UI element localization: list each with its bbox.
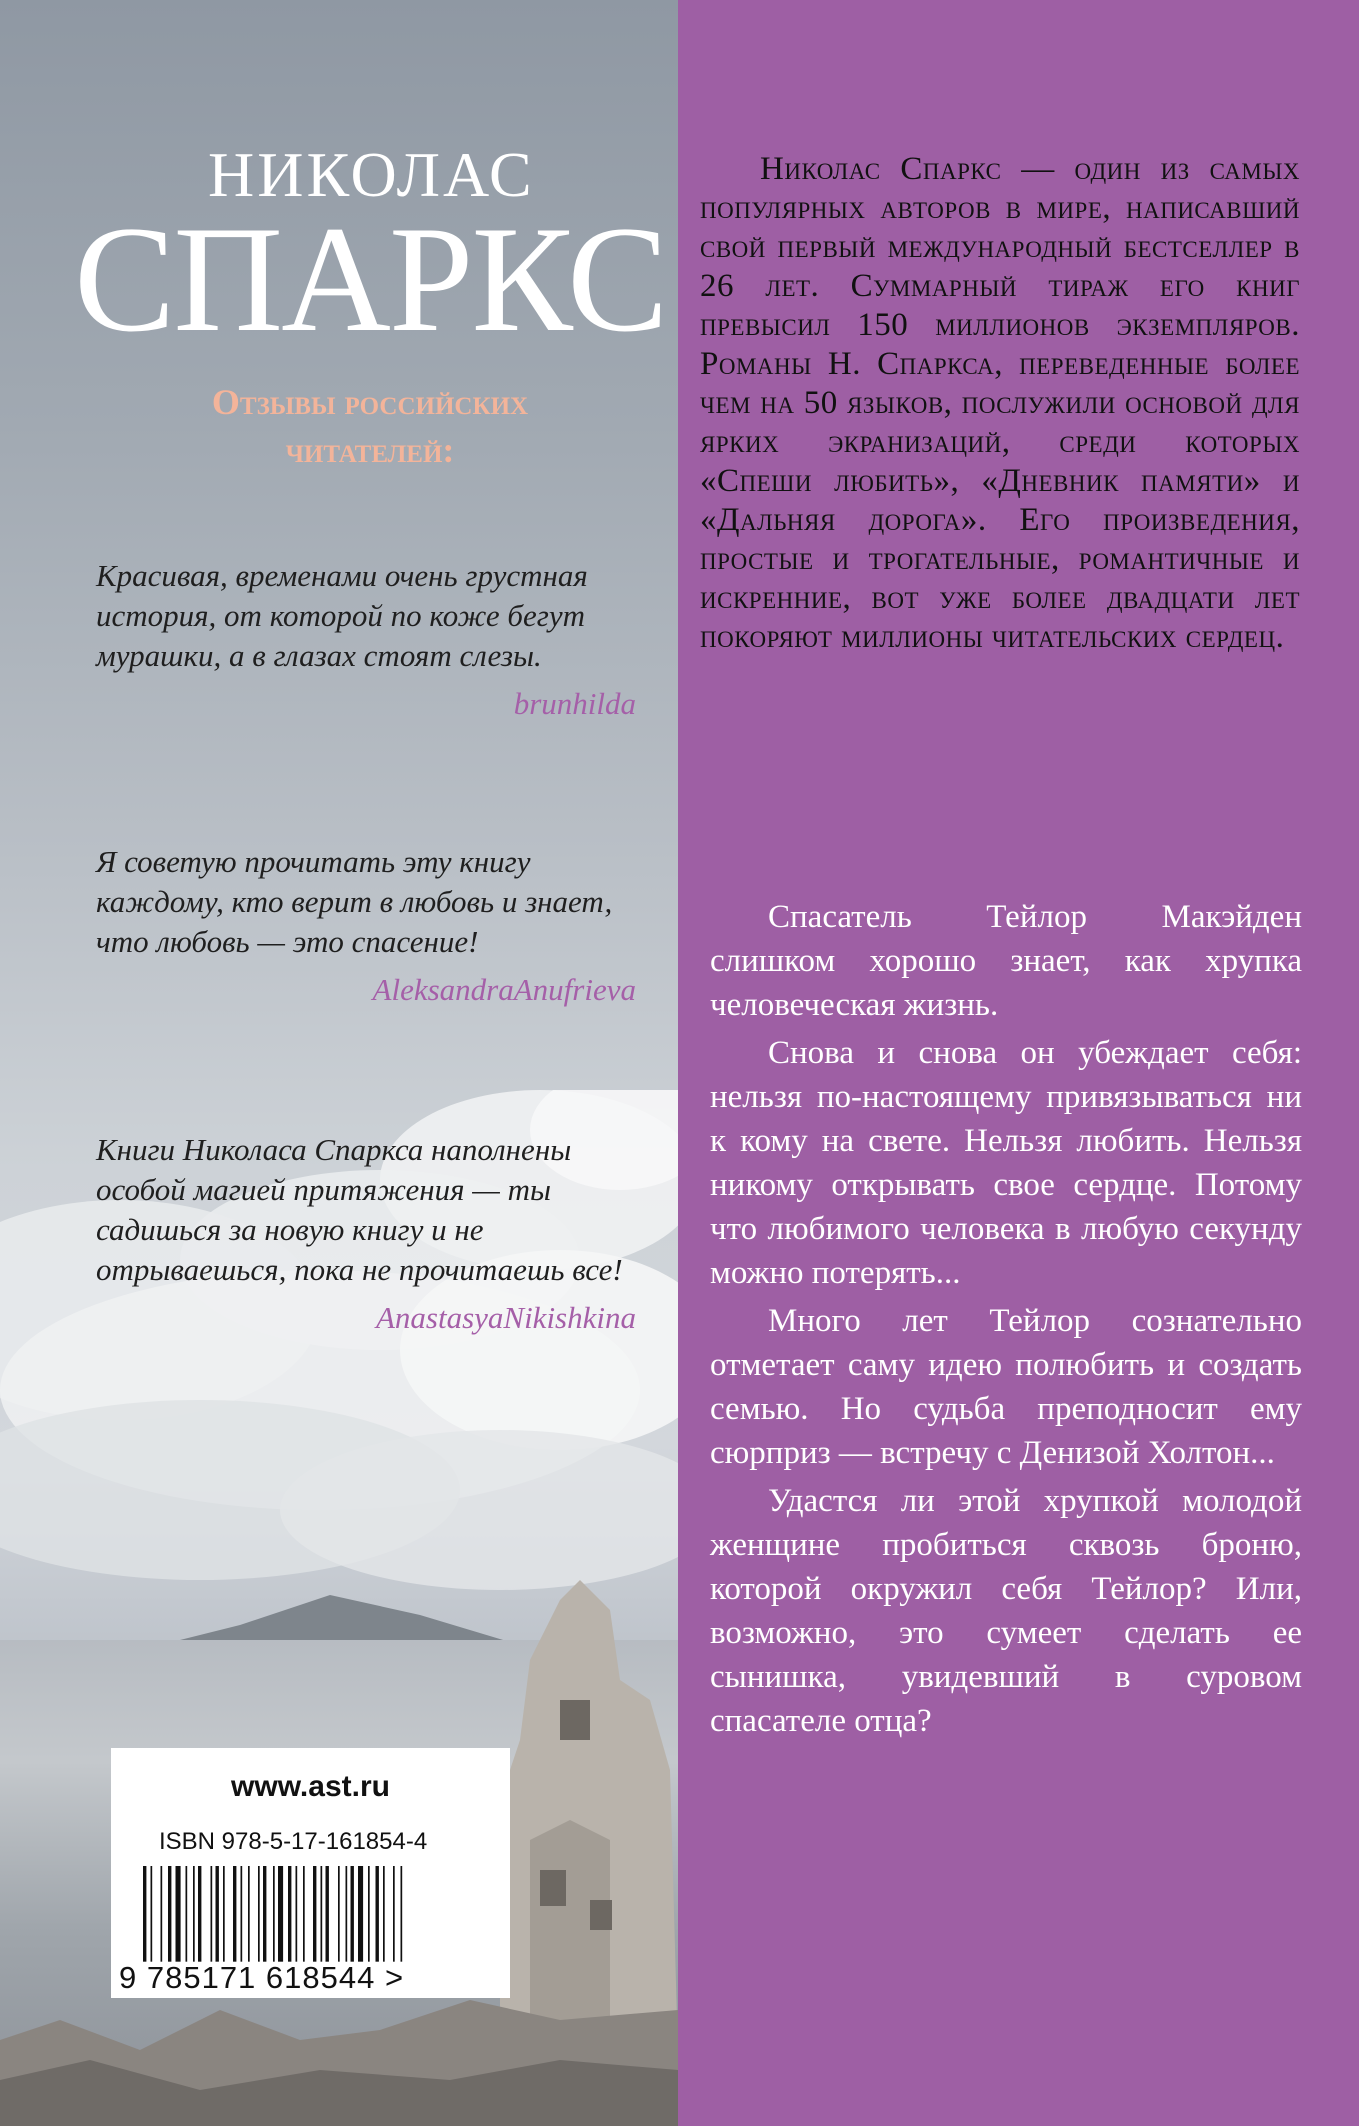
reviews-heading: Отзывы российских читателей:	[211, 382, 529, 470]
back-cover-left-panel	[0, 0, 678, 2126]
annotation-paragraph: Много лет Тейлор сознательно отметает саму идею полюбить и создать семью. Но судьба преподносит ему сюрприз — встречу с Денизой Холтон...	[710, 1303, 1302, 1471]
review-author: AleksandraAnufrieva	[372, 972, 636, 1007]
annotation-paragraph: Удастся ли этой хрупкой молодой женщине пробиться сквозь броню, которой окружил себя Тейлор? Или, возможно, это сумеет сделать ее сынишка, увидевший в суровом спасателе отца?	[710, 1483, 1302, 1739]
author-first-name: НИКОЛАС	[208, 139, 535, 210]
isbn-barcode-box	[111, 1748, 510, 1998]
review-text: Книги Николаса Спаркса наполнены особой магией притяжения — ты садишься за новую книгу и не отрываешься, пока не прочитаешь все!	[96, 1132, 623, 1287]
author-bio-text: Николас Спаркс — один из самых популярных авторов в мире, написавший свой первый международный бестселлер в 26 лет. Суммарный тираж его книг превысил 150 миллионов экземпляров. Романы Н. Спаркса, переведенные более чем на 50 языков, послужили основой для ярких экранизаций, среди которых «Спеши любить», «Дневник памяти» и «Дальняя дорога». Его произведения, простые и трогательные, романтичные и искренние, вот уже более двадцати лет покоряют миллионы читательских сердец.	[700, 151, 1300, 655]
publisher-website: www.ast.ru	[231, 1770, 390, 1803]
review-text: Я советую прочитать эту книгу каждому, кто верит в любовь и знает, что любовь — это спасение!	[96, 844, 613, 959]
annotation-paragraph: Спасатель Тейлор Макэйден слишком хорошо знает, как хрупка человеческая жизнь.	[710, 899, 1302, 1023]
rocks-image	[0, 1980, 678, 2126]
author-last-name: СПАРКС	[74, 195, 667, 363]
annotation-paragraph: Снова и снова он убеждает себя: нельзя по-настоящему привязываться ни к кому на свете. Нельзя любить. Нельзя никому открывать свое сердце. Потому что любимого человека в любую секунду можно потерять...	[710, 1035, 1302, 1291]
book-annotation	[710, 895, 1302, 1747]
review-author: brunhilda	[513, 686, 636, 721]
isbn-number: ISBN 978-5-17-161854-4	[159, 1828, 428, 1855]
review-2	[96, 842, 636, 1010]
review-1	[96, 556, 636, 724]
back-cover-right-panel	[678, 0, 1359, 2126]
barcode-number: 9 785171 618544 >	[119, 1960, 405, 1995]
review-3	[96, 1130, 636, 1338]
author-bio	[700, 150, 1300, 657]
review-text: Красивая, временами очень грустная история, от которой по коже бегут мурашки, а в глазах стоят слезы.	[96, 558, 588, 673]
barcode	[139, 1866, 489, 1970]
review-author: AnastasyaNikishkina	[375, 1300, 636, 1335]
